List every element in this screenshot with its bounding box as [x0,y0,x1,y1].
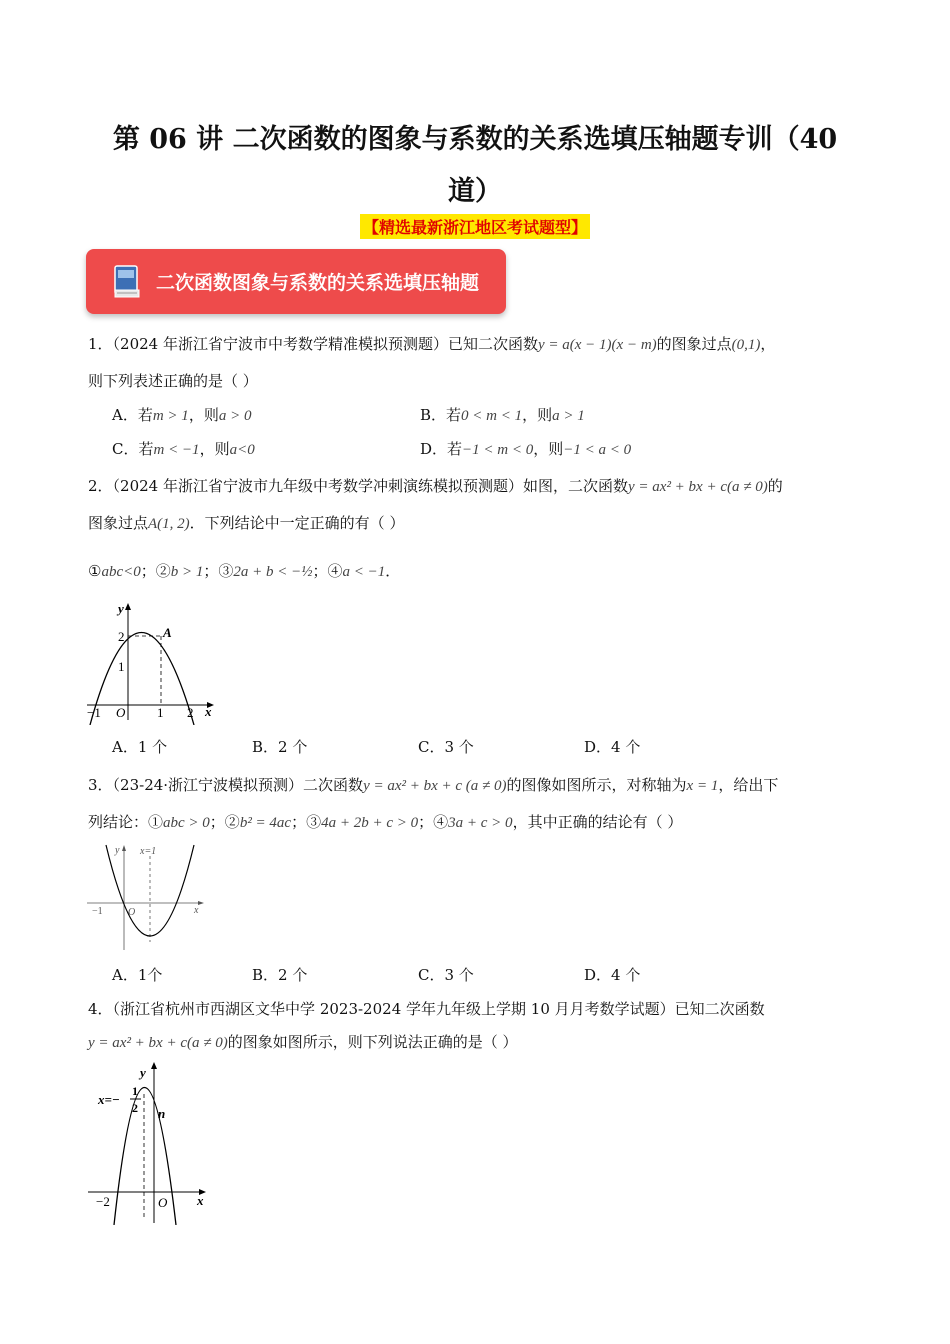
x-label: x [205,704,212,719]
q2-conclusions: ①abc<0；②b > 1；③2a + b < −½；④a < −1． [88,562,401,580]
origin-label: O [158,1195,168,1210]
q2-graph [84,600,224,725]
q1-option-c[interactable]: C．若m < −1，则a<0 [112,440,255,458]
banner-text: 二次函数图象与系数的关系选填压轴题 [156,272,480,294]
q3-line2: 列结论：①abc > 0；②b² = 4ac；③4a + 2b + c > 0；④3a + c > 0，其中正确的结论有（ ） [88,813,683,831]
y-label: y [118,601,124,616]
axis-label-den: 2 [132,1101,138,1115]
section-banner [86,249,506,314]
y-label: y [140,1065,146,1080]
axis-label: x=1 [140,846,157,857]
q2-line2: 图象过点A(1, 2)．下列结论中一定正确的有（ ） [88,514,405,532]
origin-label: O [116,705,126,720]
x-label: x [194,905,199,916]
q3-option-a[interactable]: A．1个 [112,966,163,984]
q2-option-c[interactable]: C．3 个 [418,738,474,756]
y-arrow [125,603,131,610]
n-label: n [158,1106,166,1121]
q4-graph [86,1060,216,1225]
axis-label: x=− [98,1092,120,1107]
x-label: x [197,1193,204,1208]
point-a-label: A [163,625,172,640]
q1-option-a[interactable]: A．若m > 1，则a > 0 [112,406,252,424]
q1-option-b[interactable]: B．若0 < m < 1，则a > 1 [420,406,585,424]
q3-option-b[interactable]: B．2 个 [252,966,308,984]
q3-graph [84,842,209,952]
tick-xm1: −1 [87,705,101,720]
book-icon [112,264,142,300]
tick-y2: 2 [118,629,125,644]
page-title: 第 06 讲 二次函数的图象与系数的关系选填压轴题专训（40 道） [112,124,838,207]
q2-line1: 2．（2024 年浙江省宁波市九年级中考数学冲刺演练模拟预测题）如图，二次函数y = ax² + bx + c(a ≠ 0)的 [88,477,783,495]
q2-option-b[interactable]: B．2 个 [252,738,308,756]
tick-y1: 1 [118,659,125,674]
q4-line1: 4．（浙江省杭州市西湖区文华中学 2023-2024 学年九年级上学期 10 月月考数学试题）已知二次函数 [88,1000,765,1018]
q4-line2: y = ax² + bx + c(a ≠ 0)的图象如图所示，则下列说法正确的是（ ） [88,1033,518,1051]
tick-xm1: −1 [92,906,103,917]
q1-line2: 则下列表述正确的是（ ） [88,372,258,390]
tick-x1: 1 [157,705,164,720]
q3-line1: 3．（23-24·浙江宁波模拟预测）二次函数y = ax² + bx + c (a ≠ 0)的图像如图所示，对称轴为x = 1，给出下 [88,776,779,794]
q2-option-d[interactable]: D．4 个 [584,738,641,756]
q1-option-d[interactable]: D．若−1 < m < 0，则−1 < a < 0 [420,440,632,458]
parabola [90,633,194,726]
tick-xm2: −2 [96,1194,110,1209]
tick-x2: 2 [187,705,194,720]
y-arrow [122,845,126,851]
origin-label: O [128,907,136,918]
subtitle: 【精选最新浙江地区考试题型】 [360,214,590,239]
q1-line1: 1．（2024 年浙江省宁波市中考数学精准模拟预测题）已知二次函数y = a(x − 1)(x − m)的图象过点(0,1)， [88,335,776,353]
q3-option-c[interactable]: C．3 个 [418,966,474,984]
axis-label-num: 1 [132,1084,138,1098]
q2-option-a[interactable]: A．1 个 [112,738,168,756]
x-arrow [198,901,204,905]
q3-option-d[interactable]: D．4 个 [584,966,641,984]
y-arrow [151,1062,157,1069]
y-label: y [115,845,120,856]
